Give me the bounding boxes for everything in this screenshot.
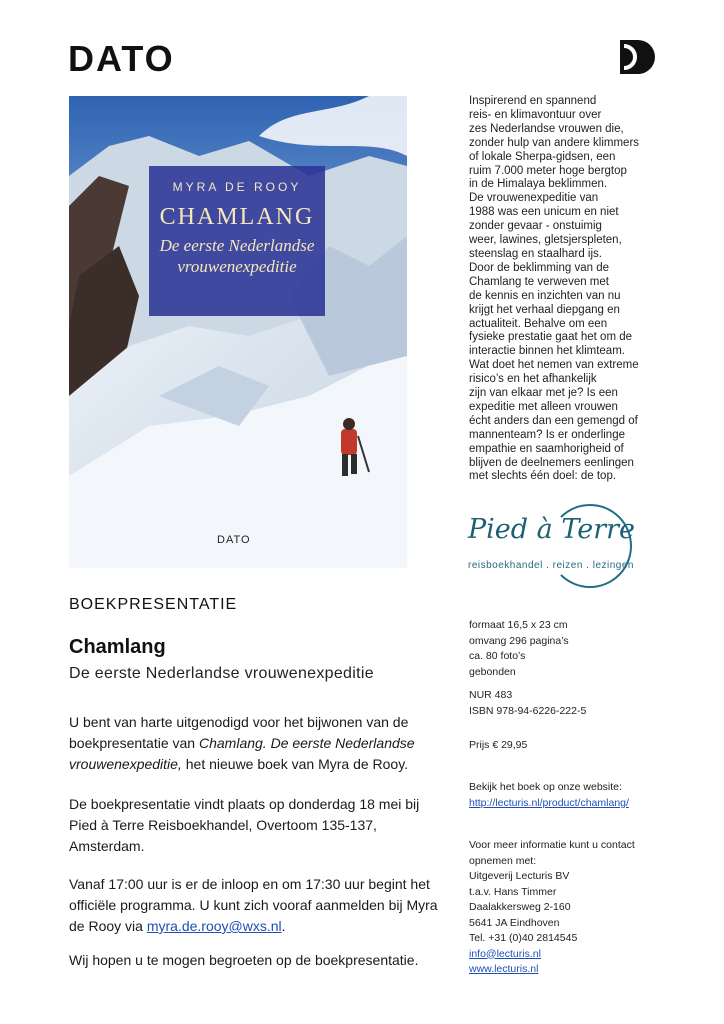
shop-logo-name: Pied à Terre <box>468 514 636 545</box>
contact-email-link[interactable]: info@lecturis.nl <box>469 947 541 960</box>
program-text-end: . <box>281 918 286 934</box>
spec-price: Prijs € 29,95 <box>469 739 528 751</box>
dato-d-logo-icon <box>616 36 658 78</box>
book-price <box>469 738 689 754</box>
location-paragraph: De boekpresentatie vindt plaats op donderdag 18 mei bij Pied à Terre Reisboekhandel, Overtoom 135-137, Amsterdam. <box>69 796 420 854</box>
spec-format: formaat 16,5 x 23 cm <box>469 619 568 631</box>
cover-subtitle-2: vrouwenexpeditie <box>177 257 297 276</box>
closing-paragraph: Wij hopen u te mogen begroeten op de boekpresentatie. <box>69 952 419 968</box>
contact-intro-2: opnemen met: <box>469 854 537 867</box>
contact-street: Daalakkersweg 2-160 <box>469 901 571 913</box>
program-paragraph <box>69 874 449 937</box>
website-block <box>469 780 689 811</box>
cover-subtitle-1: De eerste Nederlandse <box>159 236 315 255</box>
cover-author: MYRA DE ROOY <box>172 180 302 194</box>
contact-city: 5641 JA Eindhoven <box>469 916 560 929</box>
product-page-link[interactable]: http://lecturis.nl/product/chamlang/ <box>469 796 629 809</box>
spec-binding: gebonden <box>469 665 516 678</box>
book-title: Chamlang <box>69 636 166 658</box>
contact-block <box>469 838 689 978</box>
brand-wordmark: DATO <box>68 38 175 79</box>
invitation-text-end: het nieuwe boek van Myra de Rooy. <box>181 756 409 772</box>
invitation-book-title: Chamlang. De eerste Nederlandse vrouwenexpeditie, <box>69 735 415 772</box>
shop-logo-tagline: reisboekhandel . reizen . lezingen <box>468 560 634 571</box>
spec-isbn: ISBN 978-94-6226-222-5 <box>469 704 587 717</box>
invitation-paragraph <box>69 712 449 775</box>
cover-title: CHAMLANG <box>159 204 315 230</box>
book-description: Inspirerend en spannend reis- en klimavontuur over zes Nederlandse vrouwen die, zonder hulp van andere klimmers of lokale Sherpa-gidsen, een ruim 7.000 meter hoge bergtop in de Himalaya beklimmen. De vrouwenexpeditie van 1988 was een unicum en niet zonder gevaar - onstuimig weer, lawines, gletsjerspleten, steenslag en staalhard ijs. Door de beklimming van de Chamlang te verweven met de kennis en inzichten van nu krijgt het verhaal diepgang en actualiteit. Behalve om een fysieke prestatie gaat het om de interactie binnen het klimteam. Wat doet het nemen van extreme risico’s en het afhankelijk zijn van elkaar met je? Is een expeditie met alleen vrouwen écht anders dan een gemengd of mannenteam? Is er onderlinge empathie en saamhorigheid of blijven de deelnemers eenlingen met slechts één doel: de top. <box>469 95 640 483</box>
registration-email-link[interactable]: myra.de.rooy@wxs.nl <box>146 918 282 934</box>
cover-publisher: DATO <box>217 534 251 546</box>
spec-nur: NUR 483 <box>469 689 513 701</box>
contact-website-link[interactable]: www.lecturis.nl <box>469 963 539 975</box>
contact-company: Uitgeverij Lecturis BV <box>469 870 570 882</box>
book-specs <box>469 618 689 680</box>
book-codes <box>469 688 689 719</box>
invitation-text: U bent van harte uitgenodigd voor het bijwonen van de boekpresentatie van <box>69 714 409 751</box>
contact-attn: t.a.v. Hans Timmer <box>469 885 557 898</box>
cover-title-box <box>149 166 325 316</box>
contact-intro-1: Voor meer informatie kunt u contact <box>469 839 635 851</box>
program-text: Vanaf 17:00 uur is er de inloop en om 17:30 uur begint het officiële programma. U kunt zich vooraf aanmelden bij Myra de Rooy via <box>69 876 438 934</box>
website-label: Bekijk het boek op onze website: <box>469 781 622 793</box>
spec-photos: ca. 80 foto’s <box>469 650 526 662</box>
pied-a-terre-logo <box>452 500 662 590</box>
contact-phone: Tel. +31 (0)40 2814545 <box>469 932 578 944</box>
book-subtitle: De eerste Nederlandse vrouwenexpeditie <box>69 665 374 682</box>
book-cover <box>69 96 407 568</box>
event-label: BOEKPRESENTATIE <box>69 596 238 613</box>
spec-pages: omvang 296 pagina’s <box>469 634 569 647</box>
